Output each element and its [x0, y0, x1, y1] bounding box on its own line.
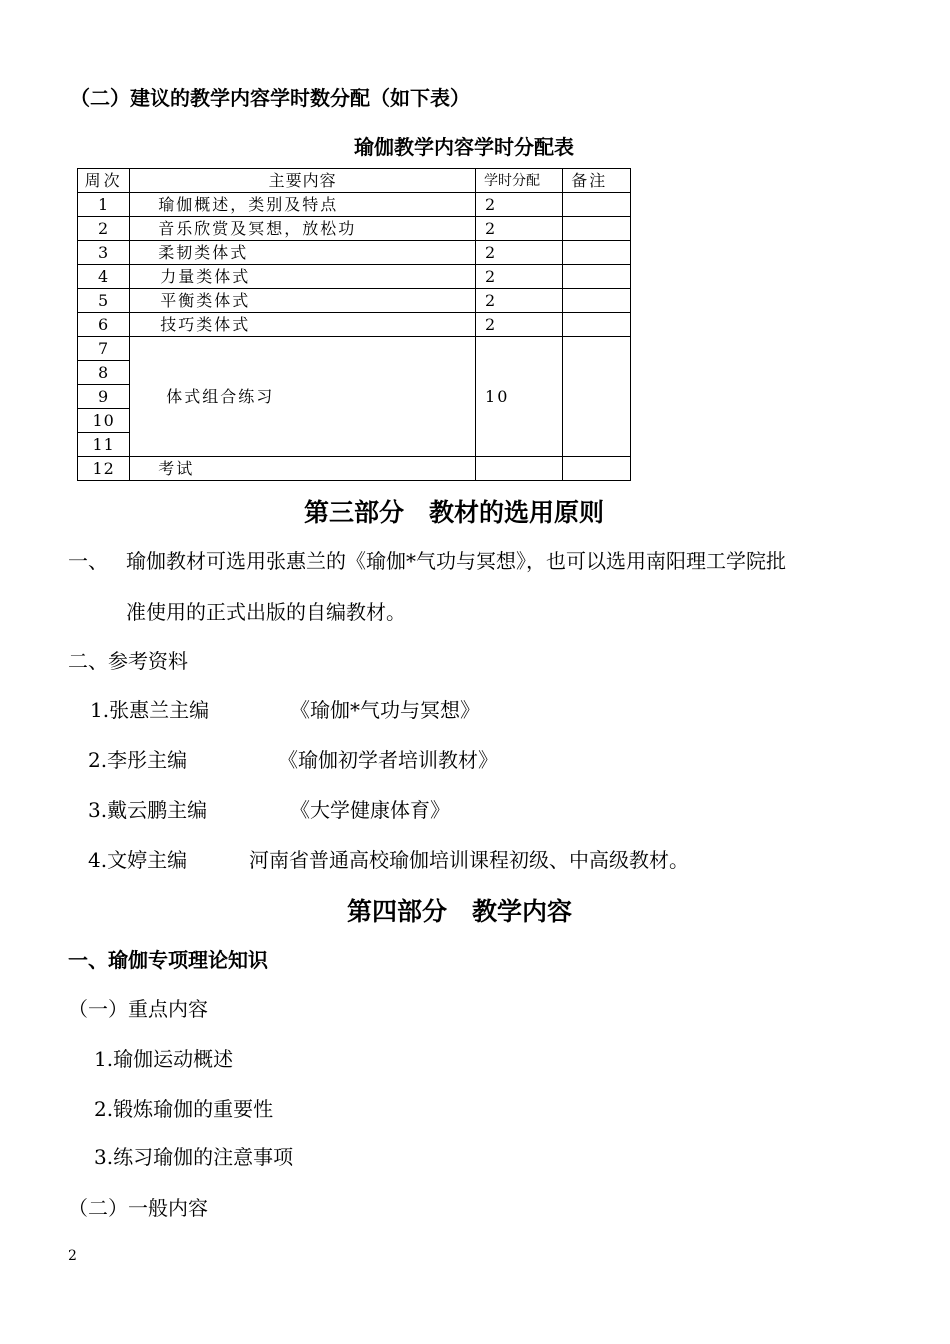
row-hours: 2	[476, 289, 563, 313]
row-week: 10	[78, 409, 130, 433]
row-hours: 2	[476, 265, 563, 289]
part3-item1-line1: 瑜伽教材可选用张惠兰的《瑜伽*气功与冥想》，也可以选用南阳理工学院批	[126, 549, 786, 573]
row-main: 技巧类体式	[130, 313, 476, 337]
ref-title: 《大学健康体育》	[290, 798, 450, 822]
key-content-heading: （一）重点内容	[68, 997, 208, 1021]
row-main: 柔韧类体式	[130, 241, 476, 265]
row-week: 1	[78, 193, 130, 217]
row-hours: 2	[476, 313, 563, 337]
row-hours	[476, 457, 563, 481]
ref-title: 《瑜伽*气功与冥想》	[290, 698, 480, 722]
schedule-table	[77, 168, 631, 481]
row-note	[563, 241, 631, 265]
row-hours: 2	[476, 217, 563, 241]
row-week: 9	[78, 385, 130, 409]
row-week: 11	[78, 433, 130, 457]
key-item: 3.练习瑜伽的注意事项	[94, 1145, 294, 1169]
table-row	[78, 337, 631, 361]
part4-sub1: 一、瑜伽专项理论知识	[68, 948, 268, 972]
row-week: 3	[78, 241, 130, 265]
row-note	[563, 289, 631, 313]
page-number: 2	[68, 1248, 77, 1264]
table-row	[78, 457, 631, 481]
merged-hours: 10	[476, 337, 563, 457]
part3-item1-line2: 准使用的正式出版的自编教材。	[126, 600, 406, 624]
row-hours: 2	[476, 241, 563, 265]
part4-title: 第四部分 教学内容	[347, 897, 573, 926]
ref-author: 1.张惠兰主编	[90, 698, 210, 722]
row-note	[563, 313, 631, 337]
table-row	[78, 265, 631, 289]
row-week: 6	[78, 313, 130, 337]
row-main: 平衡类体式	[130, 289, 476, 313]
ref-title: 《瑜伽初学者培训教材》	[278, 748, 498, 772]
merged-note	[563, 337, 631, 457]
row-hours: 2	[476, 193, 563, 217]
table-header-row	[78, 169, 631, 193]
table-title: 瑜伽教学内容学时分配表	[354, 135, 574, 159]
row-week: 2	[78, 217, 130, 241]
part3-title: 第三部分 教材的选用原则	[304, 498, 605, 527]
row-note	[563, 217, 631, 241]
key-item: 1.瑜伽运动概述	[94, 1047, 234, 1071]
part3-item2: 二、参考资料	[68, 649, 188, 673]
row-note	[563, 193, 631, 217]
row-week: 12	[78, 457, 130, 481]
row-main: 考试	[130, 457, 476, 481]
table-row	[78, 289, 631, 313]
row-week: 7	[78, 337, 130, 361]
key-item: 2.锻炼瑜伽的重要性	[94, 1097, 274, 1121]
row-main: 音乐欣赏及冥想，放松功	[130, 217, 476, 241]
header-note: 备注	[563, 169, 631, 193]
table-row	[78, 217, 631, 241]
row-week: 4	[78, 265, 130, 289]
row-main: 力量类体式	[130, 265, 476, 289]
row-week: 5	[78, 289, 130, 313]
ref-author: 4.文婷主编	[88, 848, 188, 872]
part3-item1-marker: 一、	[68, 549, 108, 573]
row-week: 8	[78, 361, 130, 385]
header-main: 主要内容	[130, 169, 476, 193]
merged-main: 体式组合练习	[130, 337, 476, 457]
ref-author: 2.李彤主编	[88, 748, 188, 772]
section-heading-hours: （二）建议的教学内容学时数分配（如下表）	[70, 86, 470, 110]
table-row	[78, 193, 631, 217]
ref-title: 河南省普通高校瑜伽培训课程初级、中高级教材。	[249, 848, 689, 872]
table-row	[78, 241, 631, 265]
general-content-heading: （二）一般内容	[68, 1196, 208, 1220]
ref-author: 3.戴云鹏主编	[88, 798, 208, 822]
header-week: 周次	[78, 169, 130, 193]
row-note	[563, 265, 631, 289]
header-hours: 学时分配	[476, 169, 563, 193]
row-note	[563, 457, 631, 481]
row-main: 瑜伽概述，类别及特点	[130, 193, 476, 217]
table-row	[78, 313, 631, 337]
